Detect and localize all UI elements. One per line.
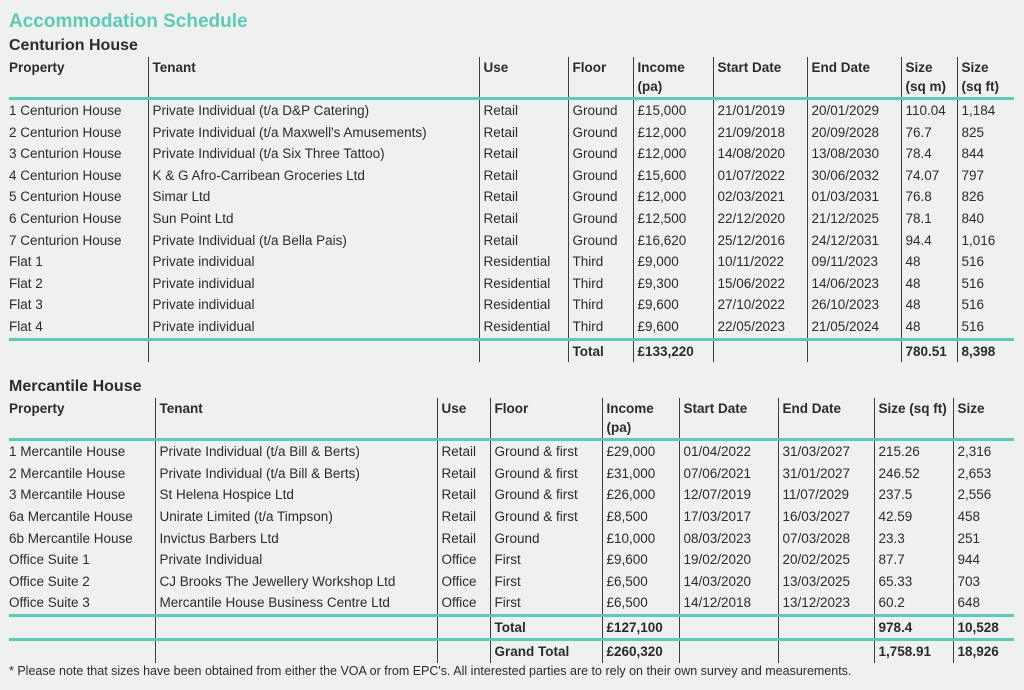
table-cell: 2,316: [953, 440, 1014, 463]
table-cell: £9,600: [633, 294, 713, 316]
table-row: [9, 294, 1014, 316]
table-cell: Sun Point Ltd: [148, 208, 479, 230]
table-cell: Private Individual: [155, 549, 437, 571]
table-cell: Ground: [568, 122, 633, 144]
table-cell: Ground: [568, 230, 633, 252]
table-cell: £6,500: [602, 592, 679, 615]
table-cell: 237.5: [874, 484, 953, 506]
table-cell: £15,000: [633, 99, 713, 122]
table-row: [9, 463, 1014, 485]
table-cell: [9, 640, 155, 663]
grand-total-row-sqm: 1,758.91: [874, 640, 953, 663]
table-cell: 5 Centurion House: [9, 189, 122, 205]
table-cell: 17/03/2017: [679, 506, 778, 528]
total-row-sqft: 8,398: [957, 339, 1014, 362]
table-cell: Residential: [479, 273, 568, 295]
table-cell: Residential: [479, 251, 568, 273]
table-cell: 78.1: [901, 208, 957, 230]
table-cell: Third: [568, 273, 633, 295]
table-cell: 1 Mercantile House: [9, 444, 126, 460]
total-row-sqft: 10,528: [953, 615, 1014, 640]
table-cell: Ground: [568, 186, 633, 208]
table-cell: 14/12/2018: [679, 592, 778, 615]
table-cell: Office: [437, 571, 490, 593]
table-cell: 24/12/2031: [807, 230, 901, 252]
table-row: [9, 230, 1014, 252]
table-cell: 11/07/2029: [778, 484, 874, 506]
total-row-label: Total: [490, 615, 602, 640]
table-cell: Private Individual (t/a Bill & Berts): [155, 463, 437, 485]
table-cell: Residential: [479, 294, 568, 316]
table-cell: 840: [957, 208, 1014, 230]
table-cell: Flat 4: [9, 316, 148, 339]
table-cell: 516: [957, 316, 1014, 339]
table-cell: Private individual: [148, 294, 479, 316]
header-start-date: Start Date: [679, 398, 778, 440]
table-cell: First: [490, 592, 602, 615]
table-cell: 110.04: [901, 99, 957, 122]
table-cell: Ground & first: [490, 440, 602, 463]
table-cell: 7 Centurion House: [9, 232, 122, 248]
table-row: [9, 186, 1014, 208]
total-row: [9, 615, 1014, 640]
section-title-mercantile: Mercantile House: [9, 378, 142, 396]
table-cell: Retail: [479, 122, 568, 144]
grand-total-row-label: Grand Total: [490, 640, 602, 663]
header-size-sqft: Size (sq ft): [957, 57, 1014, 99]
table-cell: 21/01/2019: [713, 99, 807, 122]
table-cell: 246.52: [874, 463, 953, 485]
table-cell: £9,600: [602, 549, 679, 571]
table-cell: 2,556: [953, 484, 1014, 506]
table-cell: 944: [953, 549, 1014, 571]
table-cell: [148, 339, 479, 362]
table-cell: 76.7: [901, 122, 957, 144]
mercantile-table: [9, 398, 1014, 663]
table-row: [9, 484, 1014, 506]
table-cell: 2,653: [953, 463, 1014, 485]
table-cell: 3 Mercantile House: [9, 487, 126, 503]
header-end-date: End Date: [807, 57, 901, 99]
grand-total-row-sqft: 18,926: [953, 640, 1014, 663]
table-cell: 15/06/2022: [713, 273, 807, 295]
table-cell: [807, 339, 901, 362]
table-cell: Unirate Limited (t/a Timpson): [155, 506, 437, 528]
header-use: Use: [437, 398, 490, 440]
table-cell: 458: [953, 506, 1014, 528]
table-cell: 01/04/2022: [679, 440, 778, 463]
table-cell: 13/03/2025: [778, 571, 874, 593]
table-cell: Retail: [437, 463, 490, 485]
table-cell: Ground & first: [490, 506, 602, 528]
table-cell: 19/02/2020: [679, 549, 778, 571]
table-cell: 703: [953, 571, 1014, 593]
table-cell: 3 Centurion House: [9, 146, 122, 162]
table-cell: £15,600: [633, 165, 713, 187]
table-cell: [778, 615, 874, 640]
table-cell: Private individual: [148, 251, 479, 273]
table-cell: Ground: [568, 99, 633, 122]
table-row: [9, 592, 1014, 615]
table-cell: £9,600: [633, 316, 713, 339]
table-row: [9, 440, 1014, 463]
table-cell: 48: [901, 273, 957, 295]
table-cell: 65.33: [874, 571, 953, 593]
table-cell: 94.4: [901, 230, 957, 252]
table-cell: 215.26: [874, 440, 953, 463]
header-income: Income (pa): [633, 57, 713, 99]
header-floor: Floor: [490, 398, 602, 440]
table-cell: £12,000: [633, 122, 713, 144]
table-cell: 10/11/2022: [713, 251, 807, 273]
table-cell: Third: [568, 294, 633, 316]
table-cell: 08/03/2023: [679, 528, 778, 550]
table-row: [9, 549, 1014, 571]
table-cell: 02/03/2021: [713, 186, 807, 208]
table-row: [9, 208, 1014, 230]
table-cell: 797: [957, 165, 1014, 187]
table-cell: [679, 640, 778, 663]
table-cell: 6b Mercantile House: [9, 530, 133, 546]
mercantile-table-body: [9, 440, 1014, 663]
section-title-centurion: Centurion House: [9, 37, 138, 54]
table-cell: 4 Centurion House: [9, 167, 122, 183]
table-cell: 16/03/2027: [778, 506, 874, 528]
table-cell: £12,000: [633, 186, 713, 208]
table-cell: 23.3: [874, 528, 953, 550]
table-cell: Simar Ltd: [148, 186, 479, 208]
table-cell: 09/11/2023: [807, 251, 901, 273]
table-row: [9, 571, 1014, 593]
table-cell: 78.4: [901, 143, 957, 165]
centurion-table: [9, 57, 1014, 362]
table-cell: 20/02/2025: [778, 549, 874, 571]
table-cell: [9, 615, 155, 640]
table-cell: Office Suite 2: [9, 573, 90, 589]
table-cell: 13/08/2030: [807, 143, 901, 165]
table-cell: 14/08/2020: [713, 143, 807, 165]
table-cell: 42.59: [874, 506, 953, 528]
table-cell: [437, 615, 490, 640]
total-row-sqm: 780.51: [901, 339, 957, 362]
table-cell: 648: [953, 592, 1014, 615]
table-cell: 516: [957, 294, 1014, 316]
table-cell: 76.8: [901, 186, 957, 208]
table-cell: Retail: [437, 484, 490, 506]
table-cell: Office Suite 3: [9, 592, 155, 615]
table-cell: 14/06/2023: [807, 273, 901, 295]
table-row: [9, 528, 1014, 550]
table-cell: CJ Brooks The Jewellery Workshop Ltd: [155, 571, 437, 593]
table-cell: 27/10/2022: [713, 294, 807, 316]
table-cell: K & G Afro-Carribean Groceries Ltd: [148, 165, 479, 187]
table-cell: 2 Centurion House: [9, 124, 122, 140]
table-cell: 60.2: [874, 592, 953, 615]
header-tenant: Tenant: [148, 57, 479, 99]
table-cell: [479, 339, 568, 362]
table-cell: Ground & first: [490, 463, 602, 485]
page-title: Accommodation Schedule: [9, 11, 248, 32]
table-cell: 825: [957, 122, 1014, 144]
table-row: [9, 273, 1014, 295]
header-start-date: Start Date: [713, 57, 807, 99]
table-cell: Ground & first: [490, 484, 602, 506]
table-cell: 251: [953, 528, 1014, 550]
table-cell: Retail: [437, 506, 490, 528]
table-cell: Ground: [568, 143, 633, 165]
table-cell: [437, 640, 490, 663]
grand-total-row: [9, 640, 1014, 663]
table-cell: Retail: [479, 143, 568, 165]
total-row-label: Total: [568, 339, 633, 362]
table-cell: Mercantile House Business Centre Ltd: [155, 592, 437, 615]
table-cell: 844: [957, 143, 1014, 165]
table-cell: Invictus Barbers Ltd: [155, 528, 437, 550]
centurion-table-body: [9, 99, 1014, 363]
table-cell: Retail: [437, 528, 490, 550]
table-cell: 6a Mercantile House: [9, 508, 133, 524]
table-cell: 48: [901, 251, 957, 273]
header-property: Property: [9, 398, 155, 440]
table-header-row: [9, 57, 1014, 99]
table-cell: 07/03/2028: [778, 528, 874, 550]
table-cell: £9,300: [633, 273, 713, 295]
header-size: Size: [953, 398, 1014, 440]
table-cell: 30/06/2032: [807, 165, 901, 187]
table-row: [9, 122, 1014, 144]
table-row: [9, 143, 1014, 165]
table-cell: 12/07/2019: [679, 484, 778, 506]
table-cell: £10,000: [602, 528, 679, 550]
table-cell: 13/12/2023: [778, 592, 874, 615]
table-cell: 26/10/2023: [807, 294, 901, 316]
table-cell: £29,000: [602, 440, 679, 463]
table-cell: £31,000: [602, 463, 679, 485]
table-cell: Retail: [437, 440, 490, 463]
table-cell: 31/03/2027: [778, 440, 874, 463]
table-cell: £26,000: [602, 484, 679, 506]
table-cell: £16,620: [633, 230, 713, 252]
table-cell: Private individual: [148, 316, 479, 339]
header-end-date: End Date: [778, 398, 874, 440]
total-row: [9, 339, 1014, 362]
table-cell: 14/03/2020: [679, 571, 778, 593]
table-cell: 87.7: [874, 549, 953, 571]
total-row-income: £127,100: [602, 615, 679, 640]
table-cell: Ground: [490, 528, 602, 550]
table-cell: Office: [437, 549, 490, 571]
table-cell: [9, 339, 148, 362]
table-cell: 01/03/2031: [807, 186, 901, 208]
table-cell: 20/01/2029: [807, 99, 901, 122]
table-row: [9, 316, 1014, 339]
table-cell: [713, 339, 807, 362]
table-cell: £6,500: [602, 571, 679, 593]
table-cell: 2 Mercantile House: [9, 465, 126, 481]
table-cell: Flat 1: [9, 254, 43, 270]
table-cell: First: [490, 549, 602, 571]
table-cell: Private Individual (t/a Six Three Tattoo): [148, 143, 479, 165]
table-cell: First: [490, 571, 602, 593]
table-cell: 25/12/2016: [713, 230, 807, 252]
table-cell: 21/12/2025: [807, 208, 901, 230]
table-cell: [778, 640, 874, 663]
table-cell: Private Individual (t/a Maxwell's Amusements): [148, 122, 479, 144]
header-property: Property: [9, 57, 148, 99]
table-cell: Retail: [479, 99, 568, 122]
table-cell: Private individual: [148, 273, 479, 295]
table-cell: £12,000: [633, 143, 713, 165]
table-row: [9, 506, 1014, 528]
table-cell: Ground: [568, 208, 633, 230]
table-cell: 826: [957, 186, 1014, 208]
table-cell: 48: [901, 316, 957, 339]
table-cell: 21/05/2024: [807, 316, 901, 339]
table-cell: Private Individual (t/a D&P Catering): [148, 99, 479, 122]
table-cell: £8,500: [602, 506, 679, 528]
table-cell: [155, 615, 437, 640]
table-cell: [155, 640, 437, 663]
table-cell: Residential: [479, 316, 568, 339]
table-cell: 48: [901, 294, 957, 316]
table-cell: Third: [568, 251, 633, 273]
header-use: Use: [479, 57, 568, 99]
total-row-sqm: 978.4: [874, 615, 953, 640]
header-size-sqft: Size (sq ft): [874, 398, 953, 440]
table-cell: Private Individual (t/a Bella Pais): [148, 230, 479, 252]
table-cell: 516: [957, 273, 1014, 295]
table-cell: 22/05/2023: [713, 316, 807, 339]
table-row: [9, 165, 1014, 187]
table-cell: Private Individual (t/a Bill & Berts): [155, 440, 437, 463]
grand-total-row-income: £260,320: [602, 640, 679, 663]
table-cell: £9,000: [633, 251, 713, 273]
table-cell: 1,184: [957, 99, 1014, 122]
table-cell: 01/07/2022: [713, 165, 807, 187]
table-cell: 22/12/2020: [713, 208, 807, 230]
table-cell: 21/09/2018: [713, 122, 807, 144]
table-cell: 74.07: [901, 165, 957, 187]
table-cell: Third: [568, 316, 633, 339]
table-row: [9, 99, 1014, 122]
header-income: Income (pa): [602, 398, 679, 440]
table-cell: 31/01/2027: [778, 463, 874, 485]
table-row: [9, 251, 1014, 273]
table-cell: Retail: [479, 186, 568, 208]
table-cell: 1 Centurion House: [9, 103, 122, 118]
table-cell: Retail: [479, 208, 568, 230]
header-size-sqm: Size (sq m): [901, 57, 957, 99]
table-cell: Flat 3: [9, 297, 43, 313]
table-cell: Retail: [479, 165, 568, 187]
header-tenant: Tenant: [155, 398, 437, 440]
table-cell: Flat 2: [9, 275, 43, 291]
table-cell: Retail: [479, 230, 568, 252]
table-cell: £12,500: [633, 208, 713, 230]
table-cell: Office: [437, 592, 490, 615]
table-cell: 20/09/2028: [807, 122, 901, 144]
header-floor: Floor: [568, 57, 633, 99]
table-cell: St Helena Hospice Ltd: [155, 484, 437, 506]
table-cell: [679, 615, 778, 640]
table-cell: 1,016: [957, 230, 1014, 252]
table-cell: 6 Centurion House: [9, 210, 122, 226]
footnote: * Please note that sizes have been obtained from either the VOA or from EPC's. All interested parties are to rely on their own survey and measurements.: [9, 664, 852, 678]
table-cell: 516: [957, 251, 1014, 273]
table-header-row: [9, 398, 1014, 440]
table-cell: Office Suite 1: [9, 552, 90, 568]
table-cell: 07/06/2021: [679, 463, 778, 485]
total-row-income: £133,220: [633, 339, 713, 362]
table-cell: Ground: [568, 165, 633, 187]
